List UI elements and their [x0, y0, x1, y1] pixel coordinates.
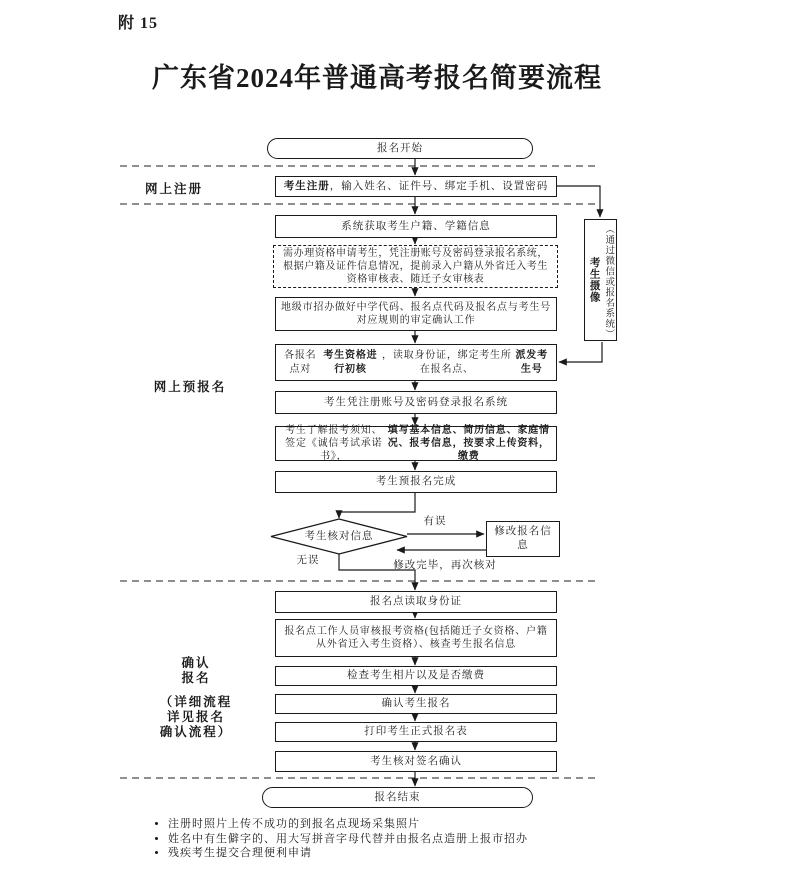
arrow-to-camera [557, 186, 600, 217]
flow-node-city-codes: 地级市招办做好中学代码、报名点代码及报名点与考生号对应规则的审定确认工作 [275, 297, 557, 331]
camera-main-label: 考生摄像 [588, 257, 600, 303]
flow-node-start: 报名开始 [267, 138, 533, 159]
section-label-confirm-line: 报名 [181, 671, 211, 685]
flow-node-end: 报名结束 [262, 787, 533, 808]
flow-node-qualification-entry: 需办理资格申请考生，凭注册账号及密码登录报名系统，根据户籍及证件信息情况，提前录入户籍从外省迁入考生资格审核表、随迁子女审核表 [273, 245, 558, 288]
section-label-confirm-line: 确认 [181, 656, 211, 670]
flow-node-site-audit: 报名点工作人员审核报考资格(包括随迁子女资格、户籍从外省迁入考生资格）、核查考生报名信息 [275, 619, 557, 657]
flow-node-print-form: 打印考生正式报名表 [275, 722, 557, 742]
footnote-list [130, 817, 688, 861]
flow-node-site-initial-check: 各报名点对 考生资格进行初核 ，读取身份证，绑定考生所在报名点、 派发考生号 [275, 344, 557, 381]
section-label-confirm-note: 确认流程） [159, 725, 233, 739]
flow-node-register: 考生注册 ，输入姓名、证件号、绑定手机、设置密码 [275, 176, 557, 197]
section-label-online-register: 网上注册 [144, 182, 203, 196]
flow-node-verify-decision: 考生核对信息 [304, 530, 374, 542]
edge-label-modify-done: 修改完毕，再次核对 [393, 560, 497, 571]
flow-node-camera [584, 219, 617, 341]
camera-note-label: （通过微信或报名系统） [603, 224, 614, 340]
flow-node-check-photo-fee: 检查考生相片以及是否缴费 [275, 666, 557, 686]
section-label-confirm-note: （详细流程 [159, 695, 233, 709]
spacer [138, 686, 254, 695]
arrow-from-camera [559, 342, 602, 362]
section-label-online-preregister: 网上预报名 [153, 380, 227, 394]
footnote-item: • 注册时照片上传不成功的到报名点现场采集照片 [168, 817, 688, 832]
edge-label-has-error: 有误 [423, 516, 447, 527]
section-label-confirm-note: 详见报名 [166, 710, 225, 724]
attachment-label: 附 15 [118, 15, 159, 32]
flow-node-login: 考生凭注册账号及密码登录报名系统 [275, 391, 557, 414]
footnote-item: • 姓名中有生僻字的、用大写拼音字母代替并由报名点造册上报市招办 [168, 832, 688, 847]
edge-label-no-error: 无误 [296, 555, 320, 566]
flow-node-preregister-done: 考生预报名完成 [275, 471, 557, 493]
flow-node-sign-confirm: 考生核对签名确认 [275, 751, 557, 772]
flow-node-modify-info: 修改报名信息 [486, 521, 560, 557]
flow-node-read-id: 报名点读取身份证 [275, 591, 557, 613]
flow-node-confirm-registration: 确认考生报名 [275, 694, 557, 714]
flow-node-system-info: 系统获取考生户籍、学籍信息 [275, 215, 557, 238]
flow-node-fill-info: 考生了解报考须知、签定《诚信考试承诺书》， 填写基本信息、简历信息、家庭情况、报考信息，按要求上传资料，缴费 [275, 426, 557, 461]
section-label-confirm [138, 656, 254, 740]
footnote-item: • 残疾考生提交合理便利申请 [168, 846, 688, 861]
page-title: 广东省2024年普通高考报名简要流程 [152, 63, 602, 93]
